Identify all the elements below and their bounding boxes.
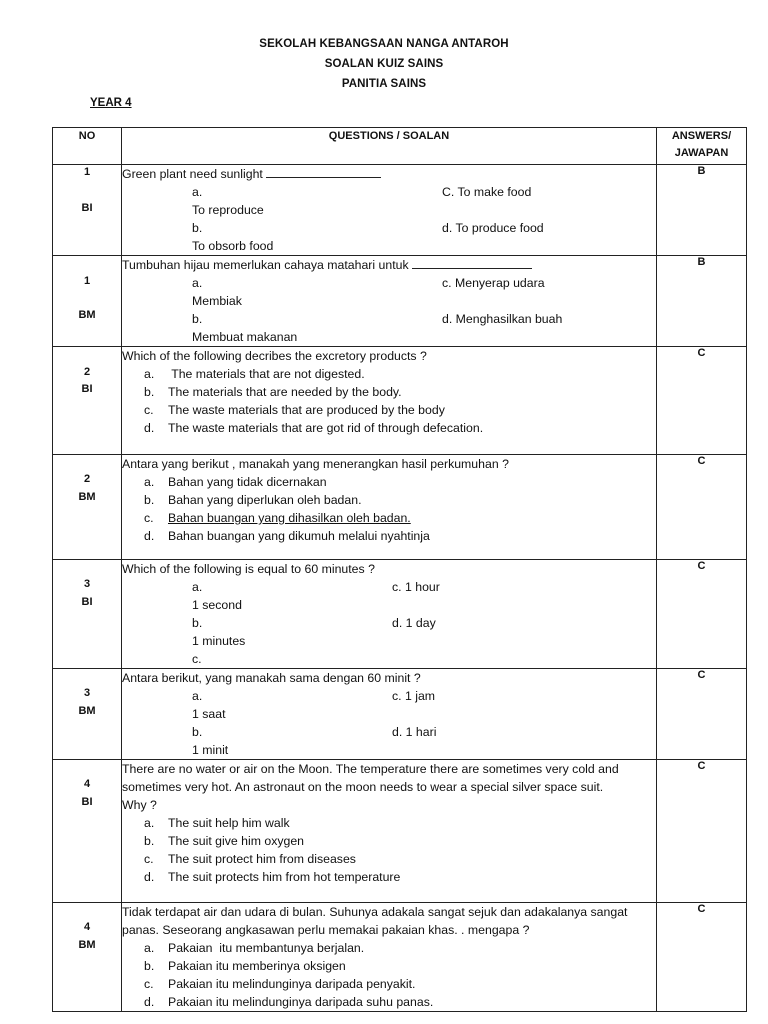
option-d: d. Menghasilkan buah bbox=[442, 312, 563, 326]
question-language: BI bbox=[81, 596, 93, 608]
table-row bbox=[53, 455, 747, 560]
option-c: c. 1 jam bbox=[392, 689, 436, 703]
question-stem: Tumbuhan hijau memerlukan cahaya matahari untuk bbox=[122, 256, 656, 274]
header-answers bbox=[657, 128, 747, 165]
option-a: a. The suit help him walk bbox=[144, 816, 290, 830]
option-d: d. Pakaian itu melindunginya daripada suhu panas. bbox=[144, 995, 434, 1009]
question-language: BI bbox=[81, 202, 93, 214]
option-d: d. 1 hari bbox=[392, 725, 437, 739]
question-number: 4 bbox=[83, 921, 91, 933]
option-c: C. To make food bbox=[442, 185, 532, 199]
question-number: 2 bbox=[83, 473, 91, 485]
question-number-cell bbox=[53, 347, 122, 455]
table-row bbox=[53, 560, 747, 669]
question-cell bbox=[122, 903, 657, 1012]
option-c-blank: c. bbox=[192, 652, 202, 666]
question-stem-line1: There are no water or air on the Moon. The temperature there are sometimes very cold and bbox=[122, 762, 619, 776]
question-number: 3 bbox=[83, 578, 91, 590]
option-d: d. 1 day bbox=[392, 616, 436, 630]
option-a: a. The materials that are not digested. bbox=[144, 367, 365, 381]
option-b: b. 1 minutes bbox=[192, 616, 246, 648]
question-stem-line3: Why ? bbox=[122, 798, 157, 812]
answer-cell bbox=[657, 669, 747, 760]
question-cell bbox=[122, 455, 657, 560]
question-cell bbox=[122, 256, 657, 347]
answer-value: B bbox=[697, 165, 706, 177]
answer-blank bbox=[266, 165, 381, 178]
question-number-cell bbox=[53, 760, 122, 903]
answer-value: C bbox=[697, 455, 706, 467]
option-c: c. Menyerap udara bbox=[442, 276, 545, 290]
question-stem: Green plant need sunlight bbox=[122, 165, 656, 183]
question-number-cell bbox=[53, 560, 122, 669]
option-a: a. Bahan yang tidak dicernakan bbox=[144, 475, 327, 489]
question-cell bbox=[122, 165, 657, 256]
option-b: b. The suit give him oxygen bbox=[144, 834, 305, 848]
answer-value: C bbox=[697, 669, 706, 681]
question-stem: Which of the following is equal to 60 minutes ? bbox=[122, 562, 375, 576]
question-stem-line2: panas. Seseorang angkasawan perlu memakai pakaian khas. . mengapa ? bbox=[122, 923, 530, 937]
option-a: a. 1 saat bbox=[192, 689, 226, 721]
question-cell bbox=[122, 669, 657, 760]
question-stem: Which of the following decribes the excretory products ? bbox=[122, 349, 427, 363]
question-stem-line2: sometimes very hot. An astronaut on the moon needs to wear a special silver space suit. bbox=[122, 780, 604, 794]
option-b: b. Pakaian itu memberinya oksigen bbox=[144, 959, 346, 973]
question-number-cell bbox=[53, 903, 122, 1012]
header-answers-line1: ANSWERS/ bbox=[671, 130, 732, 142]
question-number-cell bbox=[53, 256, 122, 347]
answer-cell bbox=[657, 256, 747, 347]
option-d: d. The suit protects him from hot temperature bbox=[144, 870, 401, 884]
question-number: 2 bbox=[83, 366, 91, 378]
option-grid bbox=[122, 687, 656, 759]
header-questions: QUESTIONS / SOALAN bbox=[122, 128, 657, 165]
table-row bbox=[53, 669, 747, 760]
question-number: 1 bbox=[83, 166, 91, 178]
option-b: b. Membuat makanan bbox=[192, 312, 298, 344]
option-grid bbox=[122, 183, 656, 255]
question-language: BM bbox=[78, 705, 96, 717]
option-d: d. The waste materials that are got rid of through defecation. bbox=[144, 421, 484, 435]
question-language: BI bbox=[81, 383, 93, 395]
answer-value: C bbox=[697, 560, 706, 572]
option-d: d. Bahan buangan yang dikumuh melalui nyahtinja bbox=[144, 529, 430, 543]
table-row bbox=[53, 256, 747, 347]
answer-value: C bbox=[697, 347, 706, 359]
school-name: SEKOLAH KEBANGSAAN NANGA ANTAROH bbox=[259, 38, 509, 50]
option-a: a. To reproduce bbox=[192, 185, 264, 217]
table-row bbox=[53, 347, 747, 455]
question-number-cell bbox=[53, 455, 122, 560]
answer-value: C bbox=[697, 903, 706, 915]
option-a: a. Membiak bbox=[192, 276, 242, 308]
answer-cell bbox=[657, 455, 747, 560]
question-language: BM bbox=[78, 939, 96, 951]
option-a: a. Pakaian itu membantunya berjalan. bbox=[144, 941, 365, 955]
option-c: c. The suit protect him from diseases bbox=[144, 852, 356, 866]
table-row bbox=[53, 760, 747, 903]
panel-name: PANITIA SAINS bbox=[341, 78, 427, 90]
question-number: 1 bbox=[83, 275, 91, 287]
question-language: BI bbox=[81, 796, 93, 808]
option-b: b. Bahan yang diperlukan oleh badan. bbox=[144, 493, 362, 507]
year-label: YEAR 4 bbox=[90, 97, 132, 109]
answer-value: C bbox=[697, 760, 706, 772]
option-c: c. 1 hour bbox=[392, 580, 440, 594]
answer-cell bbox=[657, 903, 747, 1012]
answer-cell bbox=[657, 560, 747, 669]
question-cell bbox=[122, 560, 657, 669]
table-row bbox=[53, 165, 747, 256]
question-stem: Antara berikut, yang manakah sama dengan 60 minit ? bbox=[122, 671, 421, 685]
option-grid bbox=[122, 274, 656, 346]
header-no: NO bbox=[53, 128, 122, 165]
document-title: SOALAN KUIZ SAINS bbox=[324, 58, 444, 70]
answer-value: B bbox=[697, 256, 706, 268]
question-stem-line1: Tidak terdapat air dan udara di bulan. Suhunya adakala sangat sejuk dan adakalanya sangat bbox=[122, 905, 628, 919]
question-language: BM bbox=[78, 491, 96, 503]
option-c: c. Bahan buangan yang dihasilkan oleh badan. bbox=[144, 511, 411, 525]
table-row bbox=[53, 903, 747, 1012]
answer-cell bbox=[657, 760, 747, 903]
question-number-cell bbox=[53, 165, 122, 256]
question-number: 4 bbox=[83, 778, 91, 790]
option-b: b. The materials that are needed by the body. bbox=[144, 385, 402, 399]
option-c: c. The waste materials that are produced by the body bbox=[144, 403, 445, 417]
answer-cell bbox=[657, 165, 747, 256]
answer-blank bbox=[412, 256, 532, 269]
question-cell bbox=[122, 760, 657, 903]
table-header-row bbox=[53, 128, 747, 165]
option-b: b. To obsorb food bbox=[192, 221, 274, 253]
option-grid bbox=[122, 578, 656, 668]
option-c: c. Pakaian itu melindunginya daripada penyakit. bbox=[144, 977, 416, 991]
option-b: b. 1 minit bbox=[192, 725, 229, 757]
question-number-cell bbox=[53, 669, 122, 760]
option-a: a. 1 second bbox=[192, 580, 242, 612]
question-stem: Antara yang berikut , manakah yang menerangkan hasil perkumuhan ? bbox=[122, 457, 509, 471]
question-cell bbox=[122, 347, 657, 455]
header-answers-line2: JAWAPAN bbox=[674, 147, 729, 159]
quiz-table bbox=[52, 127, 747, 1012]
answer-cell bbox=[657, 347, 747, 455]
question-number: 3 bbox=[83, 687, 91, 699]
question-language: BM bbox=[78, 309, 96, 321]
option-d: d. To produce food bbox=[442, 221, 544, 235]
